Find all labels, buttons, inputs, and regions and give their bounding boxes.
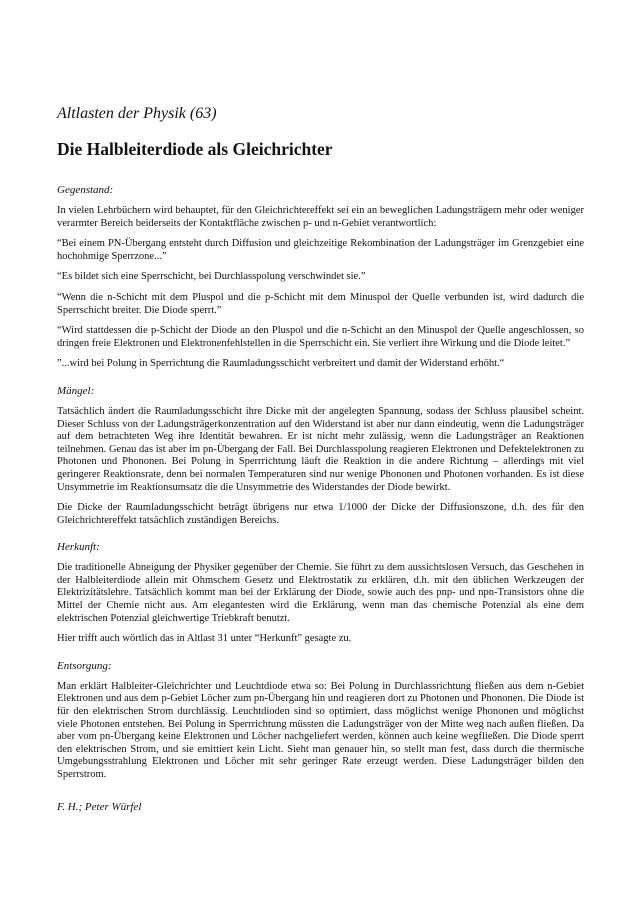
section-entsorgung [57,660,584,782]
paragraph: “Bei einem PN-Übergang entsteht durch Diffusion und gleichzeitige Rekombination der Ladungsträger im Grenzgebiet eine hochohmige Sperrzone...” [57,238,584,262]
series-title: Altlasten der Physik (63) [57,105,217,122]
author-line: F. H.; Peter Würfel [57,800,142,813]
paragraph: Hier trifft auch wörtlich das in Altlast 31 unter “Herkunft” gesagte zu. [57,633,352,645]
section-heading: Gegenstand: [57,184,114,196]
paragraph: Tatsächlich ändert die Raumladungsschicht ihre Dicke mit der angelegten Spannung, sodass der Schluss plausibel scheint. Dieser Schluss von der Ladungsträgerkonzentration auf den Widerstand ist aber nur dann eindeutig, wenn die Ladungsträger auf dem betrachteten Weg ihre Identität bewahren. Er ist nicht mehr zulässig, wenn die Ladungsträger an Reaktionen teilnehmen. Genau das ist aber im pn-Übergang der Fall. Bei Durchlasspolung reagieren Elektronen und Defektelektronen zu Photonen und Phononen. Bei Polung in Sperrrichtung läuft die Reaktion in die andere Richtung – allerdings mit viel geringerer Reaktionsrate, denn bei normalen Temperaturen sind nur wenige Phononen und Photonen vorhanden. Es ist diese Unsymmetrie im Reaktionsumsatz die die Unsymmetrie des Widerstandes der Diode bewirkt. [57,405,584,493]
section-heading: Mängel: [57,384,95,397]
paragraph: ”...wird bei Polung in Sperrichtung die Raumladungsschicht verbreitert und damit der Widerstand erhöht.“ [57,358,505,370]
section-heading: Entsorgung: [57,659,112,672]
section-herkunft [57,541,584,646]
section-heading: Herkunft: [57,541,100,554]
paragraph: In vielen Lehrbüchern wird behauptet, für den Gleichrichtereffekt sei ein an beweglichen Ladungsträgern mehr oder weniger verarmter Bereich beiderseits der Kontaktfläche zwischen p- und n-Gebiet verantwortlich: [57,205,584,229]
page-title: Die Halbleiterdiode als Gleichrichter [57,139,333,159]
section-gegenstand [57,184,584,371]
paragraph: “Wenn die n-Schicht mit dem Pluspol und die p-Schicht mit dem Minuspol der Quelle verbunden ist, wird dadurch die Sperrschicht breiter. Die Diode sperrt.” [57,291,584,316]
paragraph: Man erklärt Halbleiter-Gleichrichter und Leuchtdiode etwa so: Bei Polung in Durchlassrichtung fließen aus dem n-Gebiet Elektronen und aus dem p-Gebiet Löcher zum pn-Übergang hin und reagieren dort zu Photonen und Phononen. Die Diode ist für den elektrischen Strom durchlässig. Leuchtdioden sind so optimiert, dass möglichst wenige Phononen und möglichst viele Photonen entstehen. Bei Polung in Sperrrichtung müssten die Ladungsträger von der Mitte weg nach außen fließen. Da aber vom pn-Übergang keine Elektronen und Löcher nachgeliefert werden, können auch keine wegfließen. Die Diode sperrt den elektrischen Strom, und sie emittiert kein Licht. Sieht man genauer hin, so stellt man fest, dass durch die thermische Umgebungsstrahlung Elektronen und Löcher mit sehr geringer Rate erzeugt werden. Diese Ladungsträger bilden den Sperrstrom. [57,680,584,780]
paragraph: Die Dicke der Raumladungsschicht beträgt übrigens nur etwa 1/1000 der Dicke der Diffusionszone, d.h. des für den Gleichrichtereffekt tatsächlich zuständigen Bereichs. [57,502,584,526]
paragraph: “Wird stattdessen die p-Schicht der Diode an den Pluspol und die n-Schicht an den Minuspol der Quelle angeschlossen, so dringen freie Elektronen und Elektronenfehlstellen in die Sperrschicht ein. Sie verliert ihre Wirkung und die Diode leitet.” [57,325,584,349]
paragraph: “Es bildet sich eine Sperrschicht, bei Durchlasspolung verschwindet sie.” [57,271,366,283]
paragraph: Die traditionelle Abneigung der Physiker gegenüber der Chemie. Sie führt zu dem aussichtslosen Versuch, das Geschehen in der Halbleiterdiode allein mit Ohmschem Gesetz und Elektrostatik zu erklären, d.h. mit den üblichen Werkzeugen der Elektrizitätslehre. Tatsächlich kommt man bei der Erklärung der Diode, sowie auch des pnp- und npn-Transistors ohne die Mittel der Chemie nicht aus. Am elegantesten wird die Erklärung, wenn man das chemische Potenzial als eine dem elektrischen Potenzial gleichwertige Triebkraft benutzt. [57,562,584,624]
section-maengel [57,385,584,527]
